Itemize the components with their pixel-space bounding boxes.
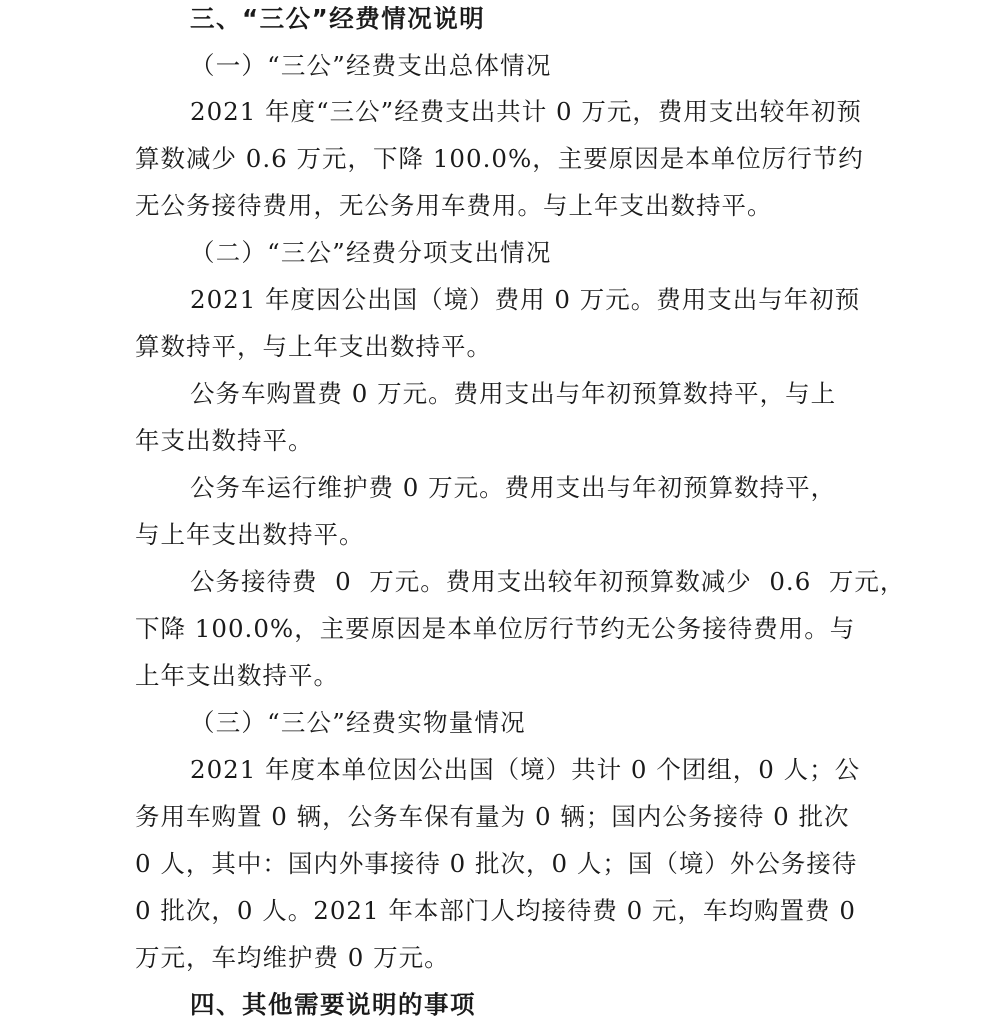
paragraph-line: 2021 年度“三公”经费支出共计 0 万元，费用支出较年初预: [190, 97, 862, 126]
paragraph-line: 2021 年度本单位因公出国（境）共计 0 个团组，0 人；公: [190, 755, 861, 784]
paragraph-line: 无公务接待费用，无公务用车费用。与上年支出数持平。: [135, 191, 773, 220]
subsection-heading-physical-quantity: （三）“三公”经费实物量情况: [190, 708, 526, 737]
paragraph-line: 年支出数持平。: [135, 426, 314, 455]
paragraph-line: 公务接待费 0 万元。费用支出较年初预算数减少 0.6 万元，: [190, 567, 906, 596]
paragraph-line: 2021 年度因公出国（境）费用 0 万元。费用支出与年初预: [190, 285, 861, 314]
paragraph-line: 0 批次，0 人。2021 年本部门人均接待费 0 元，车均购置费 0: [135, 896, 856, 925]
paragraph-line: 算数减少 0.6 万元，下降 100.0%，主要原因是本单位厉行节约: [135, 144, 864, 173]
paragraph-line: 上年支出数持平。: [135, 661, 339, 690]
section-heading-three-public-expenses: 三、“三公”经费情况说明: [190, 4, 486, 33]
paragraph-line: 务用车购置 0 辆，公务车保有量为 0 辆；国内公务接待 0 批次: [135, 802, 850, 831]
paragraph-line: 公务车运行维护费 0 万元。费用支出与年初预算数持平，: [190, 473, 837, 502]
section-heading-other-matters: 四、其他需要说明的事项: [190, 990, 476, 1019]
paragraph-line: 下降 100.0%，主要原因是本单位厉行节约无公务接待费用。与: [135, 614, 856, 643]
paragraph-line: 与上年支出数持平。: [135, 520, 365, 549]
paragraph-line: 万元，车均维护费 0 万元。: [135, 943, 450, 972]
subsection-heading-overall: （一）“三公”经费支出总体情况: [190, 51, 552, 80]
paragraph-line: 公务车购置费 0 万元。费用支出与年初预算数持平，与上: [190, 379, 837, 408]
paragraph-line: 算数持平，与上年支出数持平。: [135, 332, 492, 361]
subsection-heading-itemized: （二）“三公”经费分项支出情况: [190, 238, 552, 267]
paragraph-line: 0 人，其中：国内外事接待 0 批次，0 人；国（境）外公务接待: [135, 849, 858, 878]
